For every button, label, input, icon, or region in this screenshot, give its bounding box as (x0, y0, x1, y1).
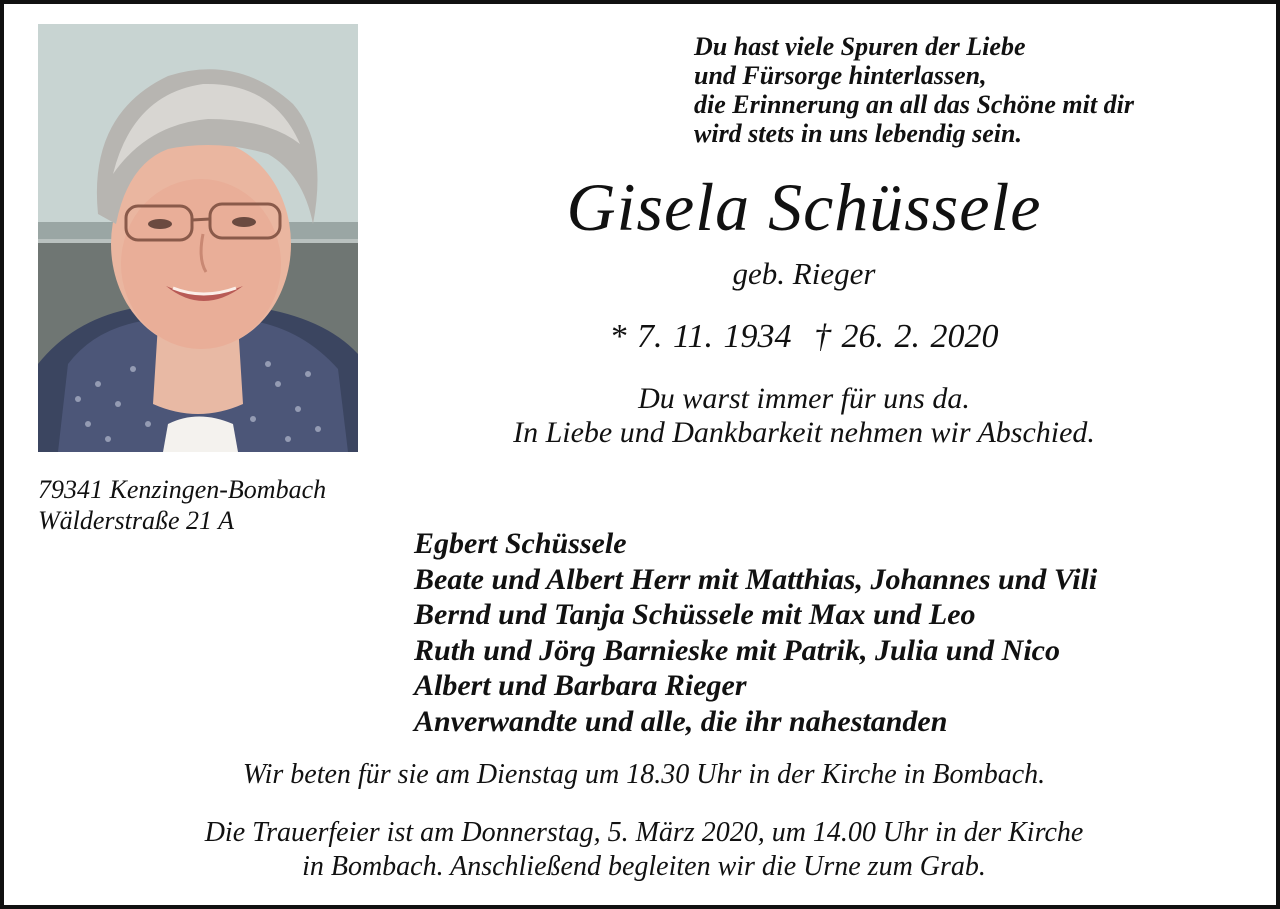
farewell-line: In Liebe und Dankbarkeit nehmen wir Abschied. (513, 416, 1095, 449)
mourners-list (414, 526, 1274, 739)
address-line: Wälderstraße 21 A (38, 506, 234, 535)
portrait-photo (38, 24, 358, 452)
mourner-entry: Beate und Albert Herr mit Matthias, Johannes und Vili (414, 562, 1098, 596)
death-date: † 26. 2. 2020 (813, 318, 999, 355)
funeral-line: in Bombach. Anschließend begleiten wir die Urne zum Grab. (302, 851, 986, 882)
poem-line: die Erinnerung an all das Schöne mit dir (694, 90, 1134, 119)
birth-date: * 7. 11. 1934 (609, 318, 792, 355)
mourner-entry: Anverwandte und alle, die ihr nahestanden (414, 704, 948, 738)
mourner-entry: Bernd und Tanja Schüssele mit Max und Leo (414, 598, 976, 631)
mourner-entry: Egbert Schüssele (414, 527, 627, 560)
poem-line: wird stets in uns lebendig sein. (694, 119, 1022, 148)
poem-line: Du hast viele Spuren der Liebe (694, 32, 1026, 61)
mourner-entry: Ruth und Jörg Barnieske mit Patrik, Julia und Nico (414, 633, 1060, 667)
funeral-line: Die Trauerfeier ist am Donnerstag, 5. März 2020, um 14.00 Uhr in der Kirche (204, 817, 1084, 848)
poem-verse (694, 32, 1264, 148)
prayer-notice: Wir beten für sie am Dienstag um 18.30 Uhr in der Kirche in Bombach. (242, 759, 1046, 790)
maiden-name: geb. Rieger (732, 256, 876, 291)
poem-line: und Fürsorge hinterlassen, (694, 61, 987, 90)
deceased-name: Gisela Schüssele (566, 169, 1042, 245)
funeral-notice (4, 816, 1280, 884)
farewell-text (404, 382, 1204, 450)
mourner-entry: Albert und Barbara Rieger (414, 669, 747, 702)
address-line: 79341 Kenzingen-Bombach (38, 475, 327, 504)
farewell-line: Du warst immer für uns da. (638, 382, 970, 415)
life-dates (404, 317, 1204, 357)
portrait-illustration (38, 24, 358, 452)
mourner-address (38, 474, 418, 536)
